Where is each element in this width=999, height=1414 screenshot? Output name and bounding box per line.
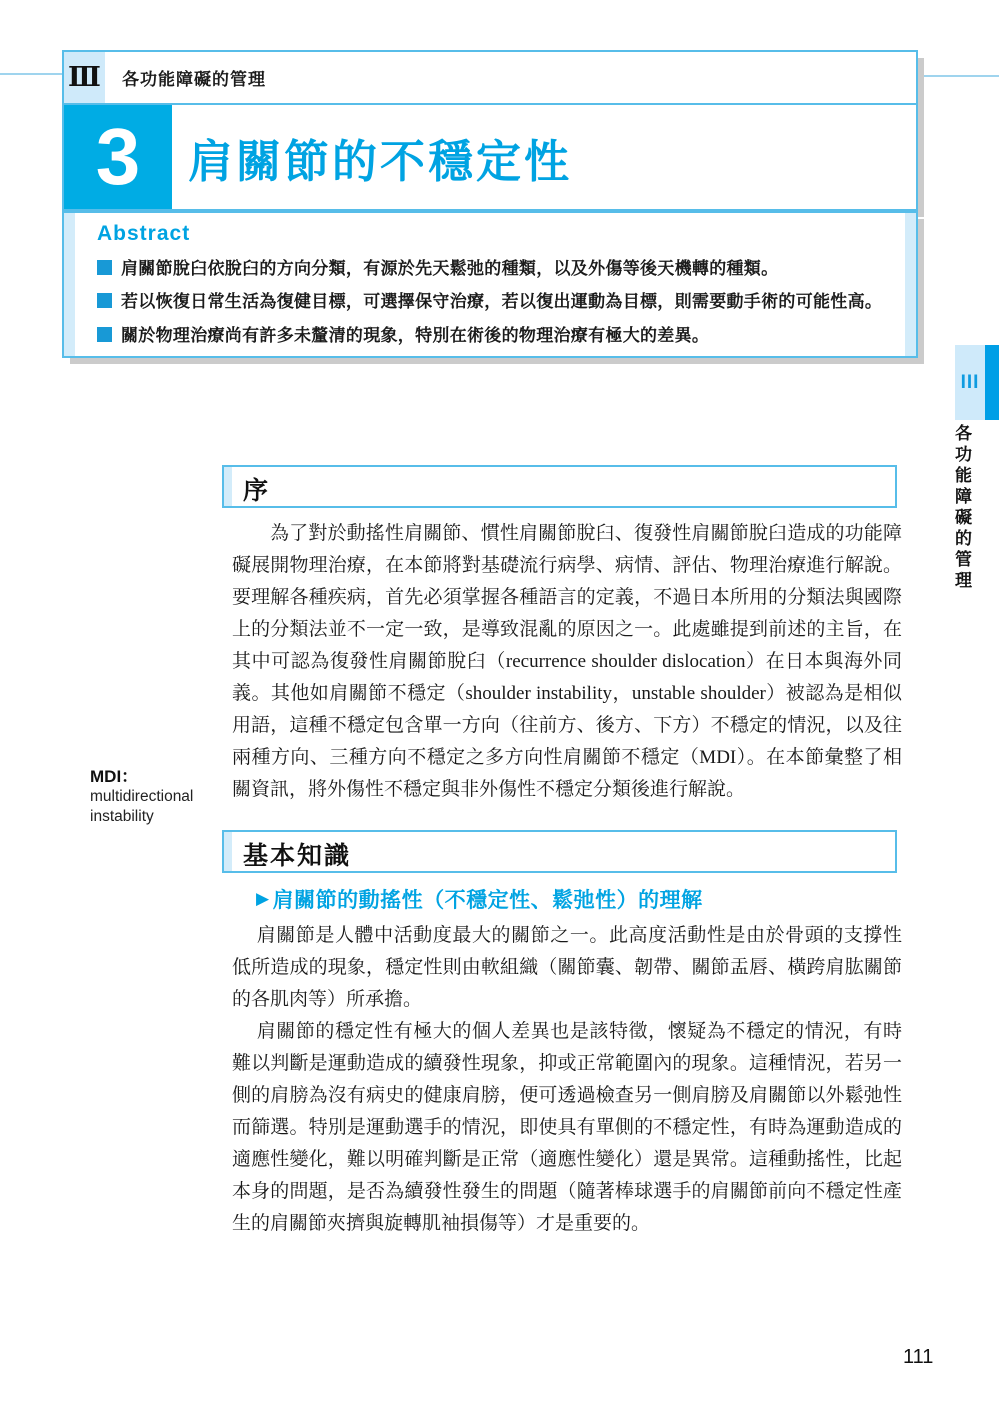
abstract-bullet-3 [97, 326, 896, 346]
triangle-marker-icon: ▶ [256, 889, 270, 908]
page-title: 肩關節的不穩定性 [188, 136, 573, 187]
sidebar-accent-strip [985, 345, 999, 420]
margin-note-term: MDI： [90, 767, 139, 786]
abstract-content [97, 222, 896, 346]
margin-note-definition-line: multidirectional [90, 788, 194, 805]
basics-paragraph-2: 肩關節的穩定性有極大的個人差異也是該特徵，懷疑為不穩定的情況，有時難以判斷是運動造成的續發性現象，抑或正常範圍內的現象。這種情況，若另一側的肩膀為沒有病史的健康肩膀，便可透過檢查另一側肩膀及肩關節以外鬆弛性而篩選。特別是運動選手的情況，即使具有單側的不穩定性，有時為運動造成的適應性變化，難以明確判斷是正常（適應性變化）還是異常。這種動搖性，比起本身的問題，是否為續發性發生的問題（隨著棒球選手的肩關節前向不穩定性產生的肩關節夾擠與旋轉肌袖損傷等）才是重要的。 [232, 1021, 902, 1234]
abstract-bullet-text: 若以恢復日常生活為復健目標，可選擇保守治療，若以復出運動為目標，則需要動手術的可能性高。 [121, 292, 883, 312]
abstract-box [62, 211, 918, 358]
chapter-row [64, 52, 916, 105]
section-header [62, 50, 918, 211]
abstract-label: Abstract [97, 222, 191, 245]
page-number: 111 [903, 1346, 934, 1368]
section-number-chip [64, 105, 172, 209]
abstract-bullet-1 [97, 259, 896, 279]
intro-paragraph: 為了對於動搖性肩關節、慣性肩關節脫臼、復發性肩關節脫臼造成的功能障礙展開物理治療，在本節將對基礎流行病學、病情、評估、物理治療進行解說。要理解各種疾病，首先必須掌握各種語言的定義，不過日本所用的分類法與國際上的分類法並不一定一致，是導致混亂的原因之一。此處雖提到前述的主旨，在其中可認為復發性肩關節脫臼（recurrence shoulder dislocation）在日本與海外同義。其他如肩關節不穩定（shoulder instability，unstable shoulder）被認為是相似用語，這種不穩定包含單一方向（往前方、後方、下方）不穩定的情況，以及往兩種方向、三種方向不穩定之多方向性肩關節不穩定（MDI）。在本節彙整了相關資訊，將外傷性不穩定與非外傷性不穩定分類後進行解說。 [232, 523, 902, 800]
basics-heading-box [222, 830, 897, 873]
abstract-right-band [905, 213, 916, 356]
square-bullet-icon [97, 327, 112, 342]
chapter-title: 各功能障礙的管理 [122, 70, 266, 89]
chapter-roman-numeral: Ⅲ [68, 62, 101, 92]
abstract-bullet-text: 關於物理治療尚有許多未釐清的現象，特別在術後的物理治療有極大的差異。 [121, 325, 710, 345]
header-rule-left [0, 73, 62, 75]
basics-paragraph-1: 肩關節是人體中活動度最大的關節之一。此高度活動性是由於骨頭的支撐性低所造成的現象，穩定性則由軟組織（關節囊、韌帶、關節盂唇、橫跨肩肱關節的各肌肉等）所承擔。 [232, 925, 902, 1010]
intro-heading: 序 [243, 478, 271, 505]
basics-subsection-heading [256, 884, 703, 914]
square-bullet-icon [97, 260, 112, 275]
basics-heading: 基本知識 [243, 843, 352, 870]
basics-subsection-title: 肩關節的動搖性（不穩定性、鬆弛性）的理解 [272, 889, 703, 912]
margin-note-definition-line: instability [90, 808, 154, 825]
header-rule-right [922, 75, 999, 77]
abstract-bullet-2 [97, 292, 896, 312]
sidebar-chapter-tab: III [955, 345, 985, 420]
section-number: 3 [95, 112, 141, 201]
chapter-roman-chip [64, 52, 105, 103]
sidebar-chapter-label: 各功能障礙的管理 [952, 424, 971, 592]
heading-left-band [224, 467, 232, 506]
margin-note [90, 762, 230, 827]
abstract-left-band [64, 213, 75, 356]
square-bullet-icon [97, 293, 112, 308]
abstract-bullet-text: 肩關節脫臼依脫臼的方向分類，有源於先天鬆弛的種類，以及外傷等後天機轉的種類。 [121, 259, 779, 278]
intro-heading-box [222, 465, 897, 508]
heading-left-band [224, 832, 232, 871]
title-row [64, 105, 916, 209]
